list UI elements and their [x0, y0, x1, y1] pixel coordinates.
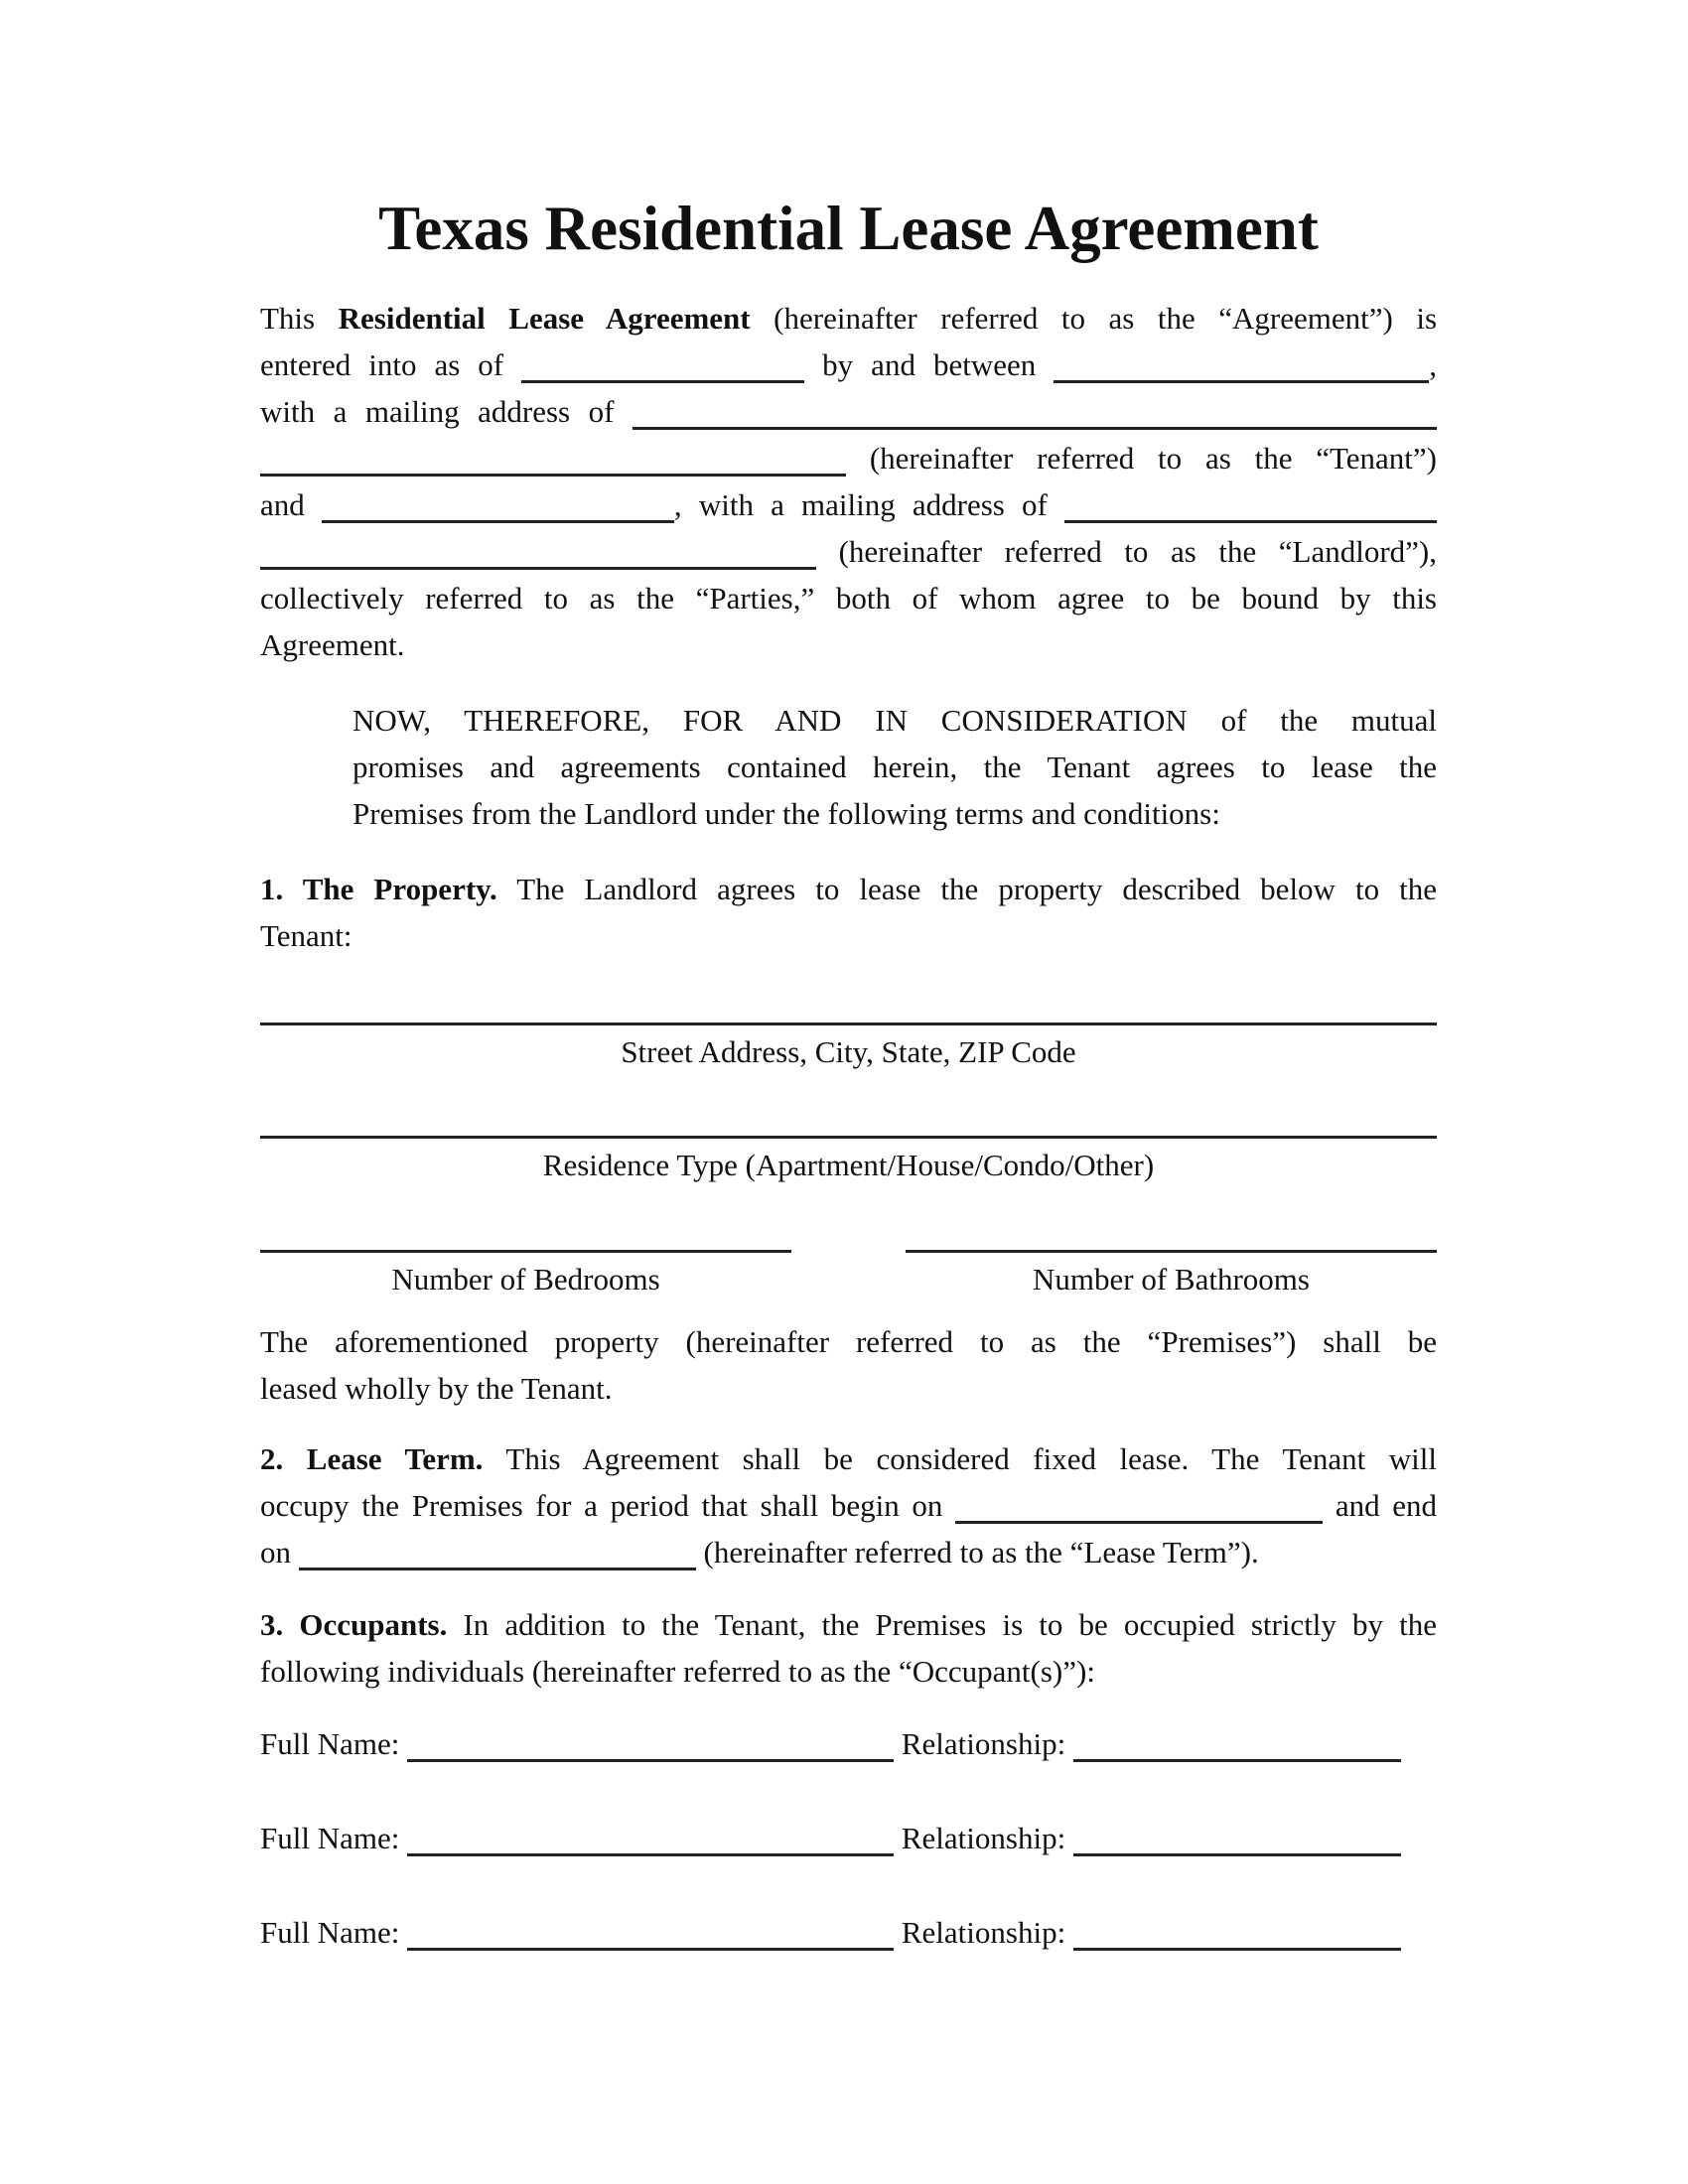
street-address-field	[260, 1023, 1437, 1075]
intro-text: entered into as of	[260, 347, 504, 382]
lease-start-date-blank[interactable]	[955, 1491, 1323, 1524]
premises-paragraph	[260, 1318, 1437, 1412]
consideration-paragraph	[352, 697, 1437, 837]
agreement-date-blank[interactable]	[521, 350, 804, 383]
intro-text: with a mailing address of	[260, 394, 615, 429]
agreement-name-bold: Residential Lease Agreement	[338, 301, 751, 336]
bedrooms-caption: Number of Bedrooms	[391, 1262, 660, 1297]
occupant-1-relationship-blank[interactable]	[1073, 1729, 1401, 1762]
section-1-text: The Landlord agrees to lease the property described below to the	[516, 872, 1437, 906]
residence-type-input-line[interactable]	[260, 1136, 1437, 1139]
intro-line-1	[260, 295, 1437, 341]
intro-text: (hereinafter referred to as the “Agreement”) is	[774, 301, 1438, 336]
intro-text: (hereinafter referred to as the “Landlord”),	[838, 534, 1437, 569]
section-2-text: This Agreement shall be considered fixed lease. The Tenant will	[505, 1441, 1437, 1476]
tenant-address-line2-blank[interactable]	[260, 444, 846, 477]
section-3-line-1	[260, 1601, 1437, 1648]
occupant-2-name-blank[interactable]	[407, 1824, 894, 1856]
section-2-text: on	[260, 1535, 291, 1570]
street-address-input-line[interactable]	[260, 1023, 1437, 1025]
consideration-line-1	[352, 697, 1437, 744]
consideration-line-3	[352, 790, 1437, 837]
bedrooms-bathrooms-row	[260, 1250, 1437, 1302]
consideration-text: promises and agreements contained herein, the Tenant agrees to lease the	[352, 750, 1437, 784]
full-name-label: Full Name:	[260, 1915, 400, 1950]
bedrooms-field	[260, 1250, 791, 1302]
intro-text: Agreement.	[260, 627, 405, 662]
intro-line-4	[260, 435, 1437, 481]
relationship-label: Relationship:	[901, 1821, 1066, 1855]
section-3-heading: 3. Occupants.	[260, 1607, 448, 1642]
occupant-row-1	[260, 1720, 1437, 1767]
intro-text: , with a mailing address of	[673, 487, 1048, 522]
section-1-property	[260, 866, 1437, 959]
intro-text: by and between	[822, 347, 1037, 382]
occupant-row-2	[260, 1815, 1437, 1861]
section-1-line-2	[260, 912, 1437, 959]
tenant-address-line1-blank[interactable]	[633, 397, 1437, 430]
section-3-occupants	[260, 1601, 1437, 1695]
section-3-text: In addition to the Tenant, the Premises is to be occupied strictly by the	[463, 1607, 1437, 1642]
intro-line-3	[260, 388, 1437, 435]
section-3-text: following individuals (hereinafter referred to as the “Occupant(s)”):	[260, 1654, 1095, 1689]
premises-text: The aforementioned property (hereinafter referred to as the “Premises”) shall be	[260, 1324, 1437, 1359]
occupant-3-relationship-blank[interactable]	[1073, 1918, 1401, 1951]
premises-text: leased wholly by the Tenant.	[260, 1371, 613, 1406]
section-3-line-2	[260, 1648, 1437, 1695]
full-name-label: Full Name:	[260, 1821, 400, 1855]
section-2-text: occupy the Premises for a period that shall begin on	[260, 1488, 943, 1523]
document-title: Texas Residential Lease Agreement	[378, 194, 1319, 263]
relationship-label: Relationship:	[901, 1726, 1066, 1761]
relationship-label: Relationship:	[901, 1915, 1066, 1950]
section-2-heading: 2. Lease Term.	[260, 1441, 484, 1476]
bathrooms-input-line[interactable]	[906, 1250, 1437, 1253]
consideration-line-2	[352, 744, 1437, 790]
bedrooms-input-line[interactable]	[260, 1250, 791, 1253]
intro-text: ,	[1429, 347, 1438, 382]
section-2-line-3	[260, 1529, 1437, 1575]
consideration-text: NOW, THEREFORE, FOR AND IN CONSIDERATION of the mutual	[352, 703, 1437, 738]
intro-text: This	[260, 301, 316, 336]
intro-line-8	[260, 621, 1437, 668]
occupant-2-relationship-blank[interactable]	[1073, 1824, 1401, 1856]
landlord-address-line1-blank[interactable]	[1064, 490, 1437, 523]
occupant-3-name-blank[interactable]	[407, 1918, 894, 1951]
occupant-row-3	[260, 1909, 1437, 1956]
landlord-name-blank[interactable]	[322, 490, 674, 523]
intro-line-2	[260, 341, 1437, 388]
full-name-label: Full Name:	[260, 1726, 400, 1761]
residence-type-caption: Residence Type (Apartment/House/Condo/Other)	[542, 1148, 1155, 1182]
premises-line-1	[260, 1318, 1437, 1365]
consideration-text: Premises from the Landlord under the following terms and conditions:	[352, 796, 1220, 831]
bathrooms-caption: Number of Bathrooms	[1033, 1262, 1310, 1297]
section-2-line-1	[260, 1435, 1437, 1482]
intro-text: collectively referred to as the “Parties,” both of whom agree to be bound by this	[260, 581, 1437, 615]
occupant-1-name-blank[interactable]	[407, 1729, 894, 1762]
residence-type-field	[260, 1136, 1437, 1188]
section-1-text: Tenant:	[260, 918, 352, 953]
bathrooms-field	[906, 1250, 1437, 1302]
section-1-heading: 1. The Property.	[260, 872, 497, 906]
section-2-text: (hereinafter referred to as the “Lease Term”).	[703, 1535, 1259, 1570]
intro-paragraph	[260, 295, 1437, 668]
lease-end-date-blank[interactable]	[299, 1538, 696, 1570]
landlord-address-line2-blank[interactable]	[260, 537, 816, 570]
section-2-line-2	[260, 1482, 1437, 1529]
tenant-name-blank[interactable]	[1054, 350, 1429, 383]
street-address-caption: Street Address, City, State, ZIP Code	[621, 1034, 1076, 1069]
intro-line-6	[260, 528, 1437, 575]
intro-text: (hereinafter referred to as the “Tenant”)	[869, 441, 1438, 476]
section-2-text: and end	[1335, 1488, 1438, 1523]
intro-text: and	[260, 487, 305, 522]
section-2-lease-term	[260, 1435, 1437, 1575]
intro-line-5	[260, 481, 1437, 528]
premises-line-2	[260, 1365, 1437, 1412]
intro-line-7	[260, 575, 1437, 621]
section-1-line-1	[260, 866, 1437, 912]
